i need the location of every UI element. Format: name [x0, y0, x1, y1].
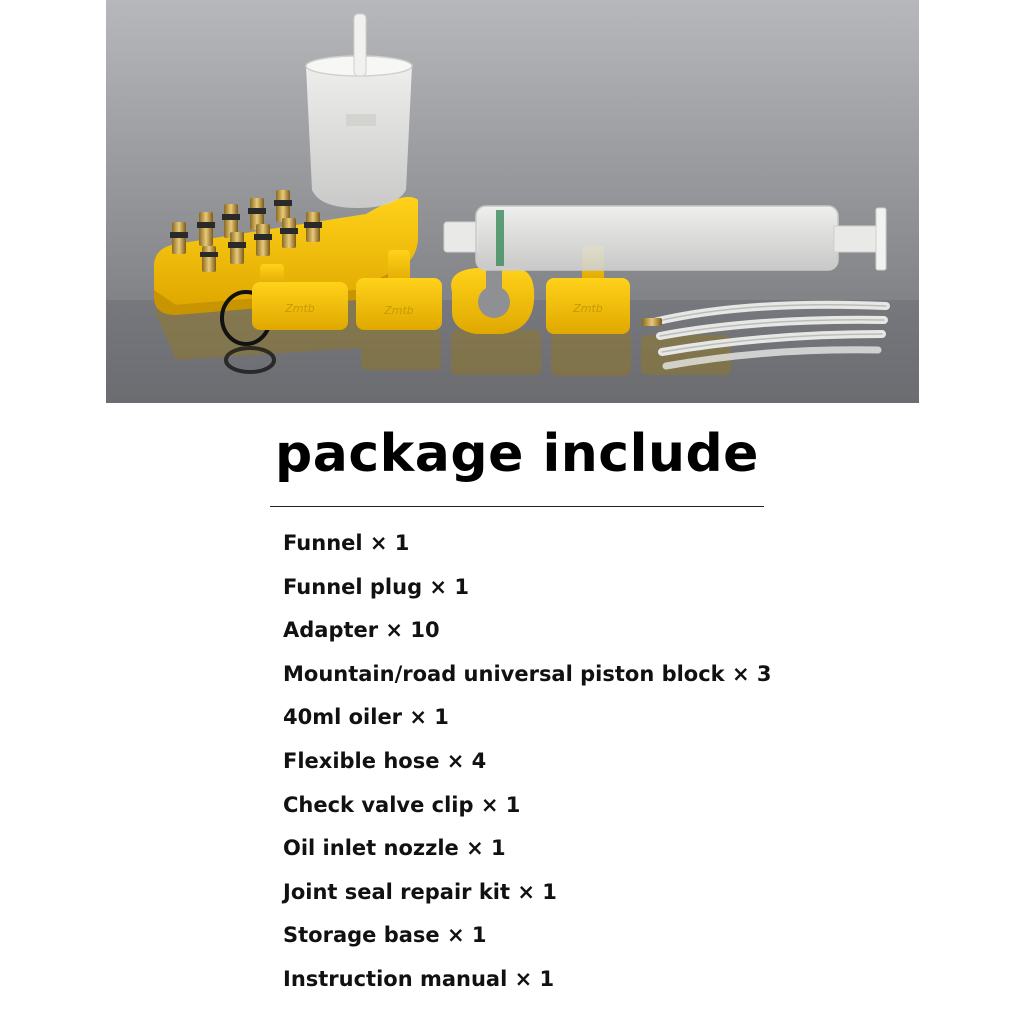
list-item: Joint seal repair kit × 1 — [283, 879, 557, 904]
oil-inlet-nozzle — [642, 318, 662, 326]
svg-text:Zmtb: Zmtb — [384, 304, 414, 317]
funnel — [306, 56, 412, 208]
funnel-plug — [354, 14, 366, 76]
package-contents-list — [283, 522, 771, 1002]
svg-text:Zmtb: Zmtb — [285, 302, 315, 315]
list-item: Instruction manual × 1 — [283, 966, 555, 991]
list-item: 40ml oiler × 1 — [283, 705, 449, 730]
list-item: Funnel plug × 1 — [283, 574, 469, 599]
list-item: Adapter × 10 — [283, 618, 440, 643]
list-item: Flexible hose × 4 — [283, 748, 487, 773]
list-item: Mountain/road universal piston block × 3 — [283, 661, 772, 686]
list-item: Storage base × 1 — [283, 923, 487, 948]
list-item: Funnel × 1 — [283, 531, 410, 555]
check-valve-clip — [451, 268, 534, 334]
svg-text:Zmtb: Zmtb — [573, 302, 603, 315]
oiler-syringe — [444, 206, 886, 270]
list-item: Oil inlet nozzle × 1 — [283, 836, 506, 861]
product-photo — [106, 0, 919, 403]
list-item: Check valve clip × 1 — [283, 792, 521, 817]
title-divider — [270, 506, 764, 507]
page-title: package include — [275, 424, 759, 484]
